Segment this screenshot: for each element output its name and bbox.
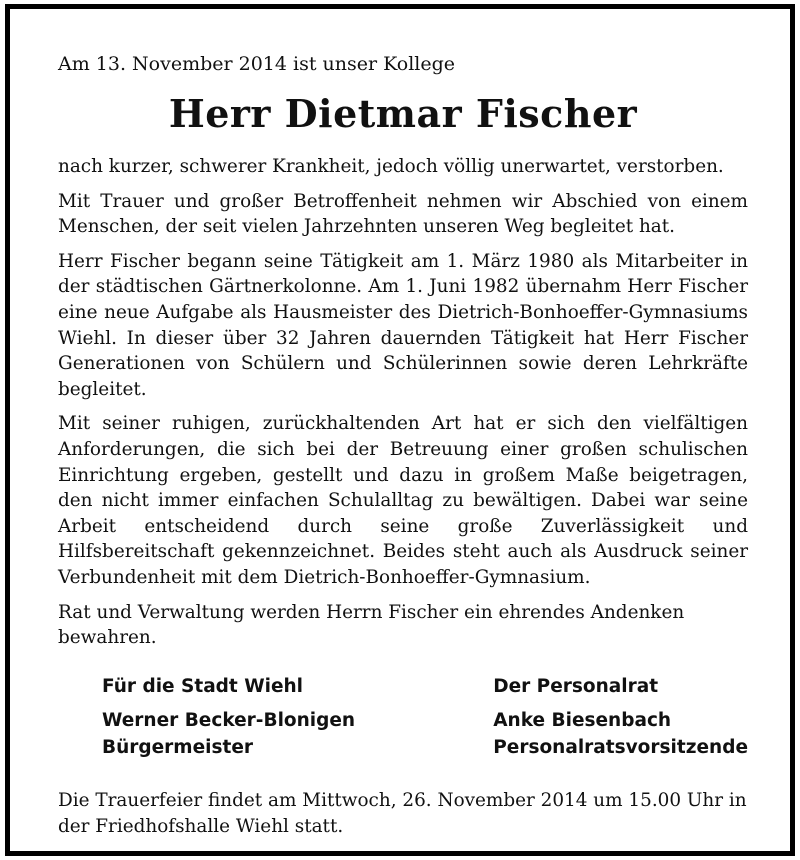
- signatory-role: Personalratsvorsitzende: [493, 736, 748, 758]
- paragraph-character: Mit seiner ruhigen, zurückhaltenden Art hat er sich den vielfältigen Anforderungen, die sich bei der Betreuung einer großen schulischen Einrichtung ergeben, gestellt und dazu in großem Maße beigetragen, den nicht immer einfachen Schulalltag zu bewältigen. Dabei war seine Arbeit entscheidend durch seine große Zuverlässigkeit und Hilfsbereitschaft gekennzeichnet. Beides steht auch als Ausdruck seiner Verbundenheit mit dem Dietrich-Bonhoeffer-Gymnasium.: [58, 413, 748, 588]
- signatory-org: Für die Stadt Wiehl: [102, 675, 304, 697]
- funeral-ceremony-info: Die Trauerfeier findet am Mittwoch, 26. November 2014 um 15.00 Uhr in der Friedhofshalle Wiehl statt.: [58, 789, 747, 837]
- signatory-person: Werner Becker-Blonigen: [102, 709, 356, 731]
- deceased-name: Herr Dietmar Fischer: [168, 91, 638, 136]
- intro-line: Am 13. November 2014 ist unser Kollege: [58, 53, 456, 75]
- signatory-org: Der Personalrat: [493, 675, 659, 697]
- signatory-person: Anke Biesenbach: [493, 709, 672, 731]
- paragraph-remembrance: Rat und Verwaltung werden Herrn Fischer ein ehrendes Andenken bewahren.: [58, 601, 685, 649]
- signature-block: [58, 674, 748, 761]
- paragraph-career: Herr Fischer begann seine Tätigkeit am 1. März 1980 als Mitarbeiter in der städtischen Gärtnerkolonne. Am 1. Juni 1982 übernahm Herr Fischer eine neue Aufgabe als Hausmeister des Dietrich-Bonhoeffer-Gymnasiums Wiehl. In dieser über 32 Jahren dauernden Tätigkeit hat Herr Fischer Generationen von Schülern und Schülerinnen sowie deren Lehrkräfte begleitet.: [58, 250, 748, 400]
- notice-content: [58, 51, 748, 858]
- paragraph-mourning: Mit Trauer und großer Betroffenheit nehmen wir Abschied von einem Menschen, der seit vielen Jahrzehnten unseren Weg begleitet hat.: [58, 190, 748, 238]
- signatory-staff-council: [493, 674, 748, 761]
- paragraph-death: nach kurzer, schwerer Krankheit, jedoch völlig unerwartet, verstorben.: [58, 156, 724, 177]
- signatory-city: [102, 674, 493, 761]
- signatory-role: Bürgermeister: [102, 736, 253, 758]
- notice-border: [5, 4, 795, 856]
